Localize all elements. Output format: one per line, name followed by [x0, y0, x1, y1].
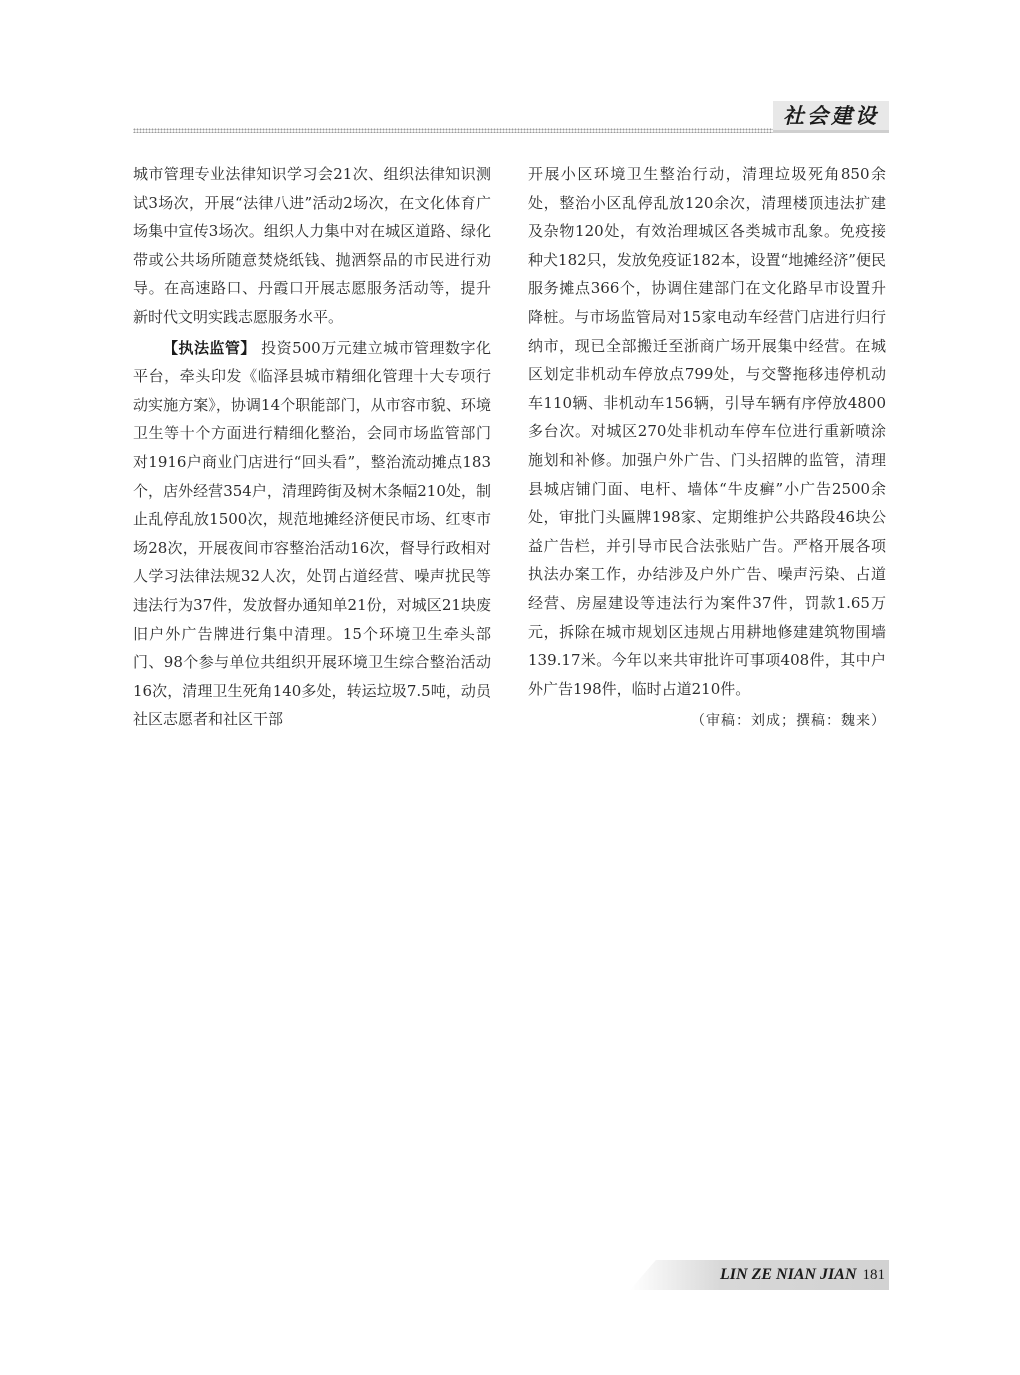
paragraph-enforcement — [133, 334, 491, 734]
review-credit: （审稿：刘成；撰稿：魏来） — [691, 713, 886, 730]
left-column — [133, 160, 491, 734]
section-heading-enforcement: 【执法监管】 — [163, 338, 256, 357]
paragraph-continuation: 城市管理专业法律知识学习会21次、组织法律知识测试3场次，开展“法律八进”活动2场次，在文化体育广场集中宣传3场次。组织人力集中对在城区道路、绿化带或公共场所随意焚烧纸钱、抛洒祭品的市民进行劝导。在高速路口、丹霞口开展志愿服务活动等，提升新时代文明实践志愿服务水平。 — [133, 165, 491, 326]
right-column — [528, 160, 886, 736]
section-title-tag: 社会建设 — [773, 101, 889, 133]
header-dotted-rule — [133, 128, 773, 133]
journal-name: LIN ZE NIAN JIAN — [720, 1266, 857, 1283]
footer — [660, 1262, 885, 1288]
page-number: 181 — [862, 1267, 885, 1283]
paragraph-right-body: 开展小区环境卫生整治行动，清理垃圾死角850余处，整治小区乱停乱放120余次，清理楼顶违法扩建及杂物120处，有效治理城区各类城市乱象。免疫接种犬182只，发放免疫证182本，设置“地摊经济”便民服务摊点366个，协调住建部门在文化路早市设置升降桩。与市场监管局对15家电动车经营门店进行归行纳市，现已全部搬迁至浙商广场开展集中经营。在城区划定非机动车停放点799处，与交警拖移违停机动车110辆、非机动车156辆，引导车辆有序停放4800多台次。对城区270处非机动车停车位进行重新喷涂施划和补修。加强户外广告、门头招牌的监管，清理县城店铺门面、电杆、墙体“牛皮癣”小广告2500余处，审批门头匾牌198家、定期维护公共路段46块公益广告栏，并引导市民合法张贴广告。严格开展各项执法办案工作，办结涉及户外广告、噪声污染、占道经营、房屋建设等违法行为案件37件，罚款1.65万元，拆除在城市规划区违规占用耕地修建建筑物围墙139.17米。今年以来共审批许可事项408件，其中户外广告198件，临时占道210件。 — [528, 165, 886, 698]
paragraph-enforcement-body: 投资500万元建立城市管理数字化平台，牵头印发《临泽县城市精细化管理十大专项行动实施方案》，协调14个职能部门，从市容市貌、环境卫生等十个方面进行精细化整治，会同市场监管部门对1916户商业门店进行“回头看”，整治流动摊点183个，店外经营354户，清理跨街及树木条幅210处，制止乱停乱放1500次，规范地摊经济便民市场、红枣市场28次，开展夜间市容整治活动16次，督导行政相对人学习法律法规32人次，处罚占道经营、噪声扰民等违法行为37件，发放督办通知单21份，对城区21块废旧户外广告牌进行集中清理。15个环境卫生牵头部门、98个参与单位共组织开展环境卫生综合整治活动16次，清理卫生死角140多处，转运垃圾7.5吨，动员社区志愿者和社区干部 — [133, 338, 491, 729]
